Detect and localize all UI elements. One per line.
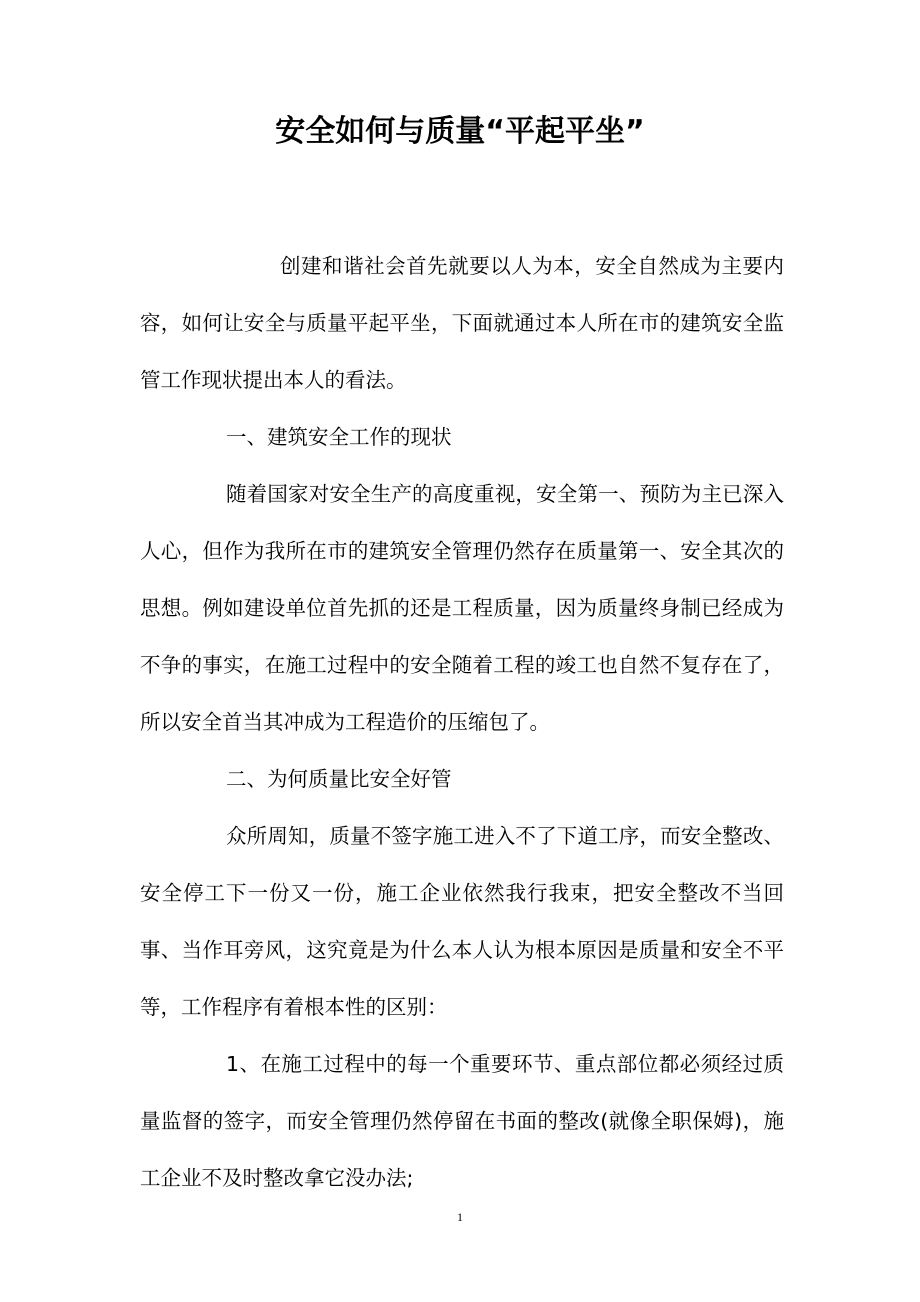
paragraph-point-1: 1、在施工过程中的每一个重要环节、重点部位都必须经过质量监督的签字，而安全管理仍然停留在书面的整改(就像全职保姆)，施工企业不及时整改拿它没办法;	[140, 1052, 784, 1190]
paragraph-current-status: 随着国家对安全生产的高度重视，安全第一、预防为主已深入人心，但作为我所在市的建筑安全管理仍然存在质量第一、安全其次的思想。例如建设单位首先抓的还是工程质量，因为质量终身制已经成为不争的事实，在施工过程中的安全随着工程的竣工也自然不复存在了，所以安全首当其冲成为工程造价的压缩包了。	[140, 482, 784, 734]
page-number: 1	[457, 1210, 463, 1224]
paragraph-quality-vs-safety: 众所周知，质量不签字施工进入不了下道工序，而安全整改、安全停工下一份又一份，施工企业依然我行我束，把安全整改不当回事、当作耳旁风，这究竟是为什么本人认为根本原因是质量和安全不平等，工作程序有着根本性的区别：	[140, 824, 784, 1019]
document-body	[140, 238, 784, 1207]
section-heading-1: 一、建筑安全工作的现状	[226, 425, 452, 449]
paragraph-intro: 创建和谐社会首先就要以人为本，安全自然成为主要内容，如何让安全与质量平起平坐，下面就通过本人所在市的建筑安全监管工作现状提出本人的看法。	[140, 254, 784, 392]
section-heading-2: 二、为何质量比安全好管	[226, 767, 452, 791]
document-title: 安全如何与质量“平起平坐”	[275, 114, 645, 149]
